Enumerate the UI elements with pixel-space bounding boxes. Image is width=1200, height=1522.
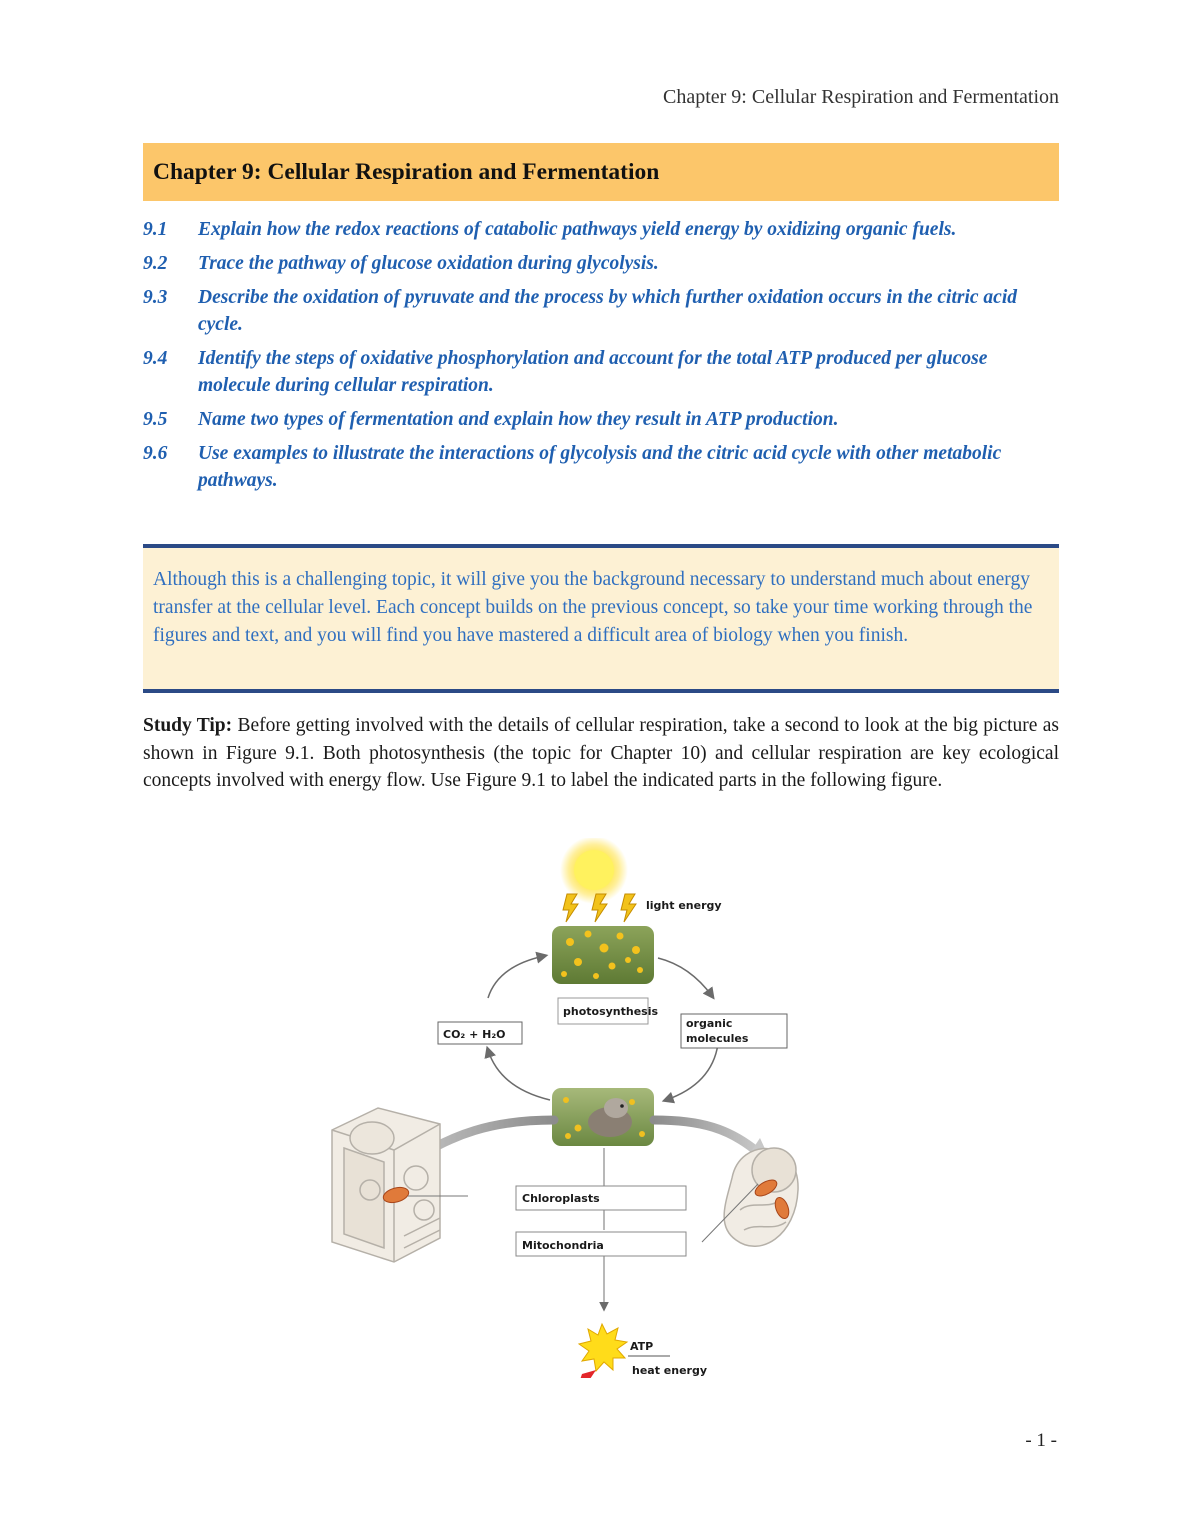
- organic-label-line1: organic: [686, 1017, 733, 1030]
- objective-number: 9.3: [143, 287, 168, 308]
- plant-cell-illustration: [332, 1108, 440, 1262]
- callout-box: [143, 544, 1059, 693]
- objective-item: [143, 250, 1059, 277]
- objective-text: Explain how the redox reactions of catabolic pathways yield energy by oxidizing organic fuels.: [198, 219, 957, 240]
- page-number: - 1 -: [1025, 1430, 1057, 1451]
- callout-text: Although this is a challenging topic, it will give you the background necessary to understand much about energy transfer at the cellular level. Each concept builds on the previous concept, so take your time working through the figures and text, and you will find you have mastered a difficult area of biology when you finish.: [153, 569, 1033, 646]
- objective-text: Describe the oxidation of pyruvate and the process by which further oxidation occurs in the citric acid cycle.: [198, 287, 1017, 335]
- light-bolt-icon: [621, 894, 636, 922]
- objective-number: 9.6: [143, 443, 168, 464]
- heat-energy-label: heat energy: [632, 1364, 708, 1377]
- atp-label: ATP: [630, 1340, 654, 1353]
- light-energy-label: light energy: [646, 899, 722, 912]
- objective-number: 9.5: [143, 409, 168, 430]
- running-header: Chapter 9: Cellular Respiration and Fermentation: [662, 86, 1059, 108]
- marmot-photo: [552, 1088, 654, 1146]
- atp-starburst-icon: [579, 1324, 627, 1371]
- animal-cell-illustration: [724, 1148, 798, 1246]
- light-bolt-icons: [563, 894, 636, 922]
- flowers-photo: [552, 926, 654, 984]
- objective-number: 9.2: [143, 253, 168, 274]
- arrow-to-animal-cell: [654, 1120, 760, 1154]
- organic-label-line2: molecules: [686, 1032, 749, 1045]
- arrow-to-animal: [666, 1044, 718, 1100]
- study-tip-label: Study Tip:: [143, 715, 233, 736]
- sun-core: [574, 850, 614, 890]
- objective-text: Trace the pathway of glucose oxidation during glycolysis.: [198, 253, 659, 274]
- objective-number: 9.4: [143, 348, 168, 369]
- study-tip-text: Before getting involved with the details of cellular respiration, take a second to look at the big picture as shown in Figure 9.1. Both photosynthesis (the topic for Chapter 10) and cellular respiration are key ecological concepts involved with energy flow. Use Figure 9.1 to label the indicated parts in the following figure.: [143, 715, 1059, 791]
- objective-text: Use examples to illustrate the interactions of glycolysis and the citric acid cycle with other metabolic pathways.: [198, 443, 1002, 491]
- chloroplasts-label: Chloroplasts: [522, 1192, 600, 1205]
- objective-number: 9.1: [143, 219, 168, 240]
- heat-bolt-icon: [579, 1370, 598, 1378]
- objective-item: [143, 440, 1059, 494]
- arrow-to-co2: [488, 1050, 550, 1100]
- mitochondria-label: Mitochondria: [522, 1239, 604, 1252]
- arrow-to-organic: [658, 958, 712, 996]
- energy-flow-diagram: [320, 838, 800, 1378]
- objective-item: [143, 284, 1059, 338]
- chapter-title: Chapter 9: Cellular Respiration and Fermentation: [153, 158, 660, 185]
- arrow-to-plants: [488, 956, 544, 998]
- co2-h2o-label: CO₂ + H₂O: [443, 1028, 506, 1041]
- photosynthesis-label: photosynthesis: [563, 1005, 659, 1018]
- learning-objectives: [143, 216, 1059, 501]
- objective-item: [143, 345, 1059, 399]
- study-tip: [143, 712, 1059, 795]
- chapter-banner: [143, 143, 1059, 201]
- objective-item: [143, 406, 1059, 433]
- objective-item: [143, 216, 1059, 243]
- energy-flow-figure: [320, 838, 800, 1378]
- heat-bolt-icons: [579, 1370, 598, 1378]
- objective-text: Name two types of fermentation and explain how they result in ATP production.: [198, 409, 839, 430]
- objective-text: Identify the steps of oxidative phosphorylation and account for the total ATP produced per glucose molecule during cellular respiration.: [198, 348, 988, 396]
